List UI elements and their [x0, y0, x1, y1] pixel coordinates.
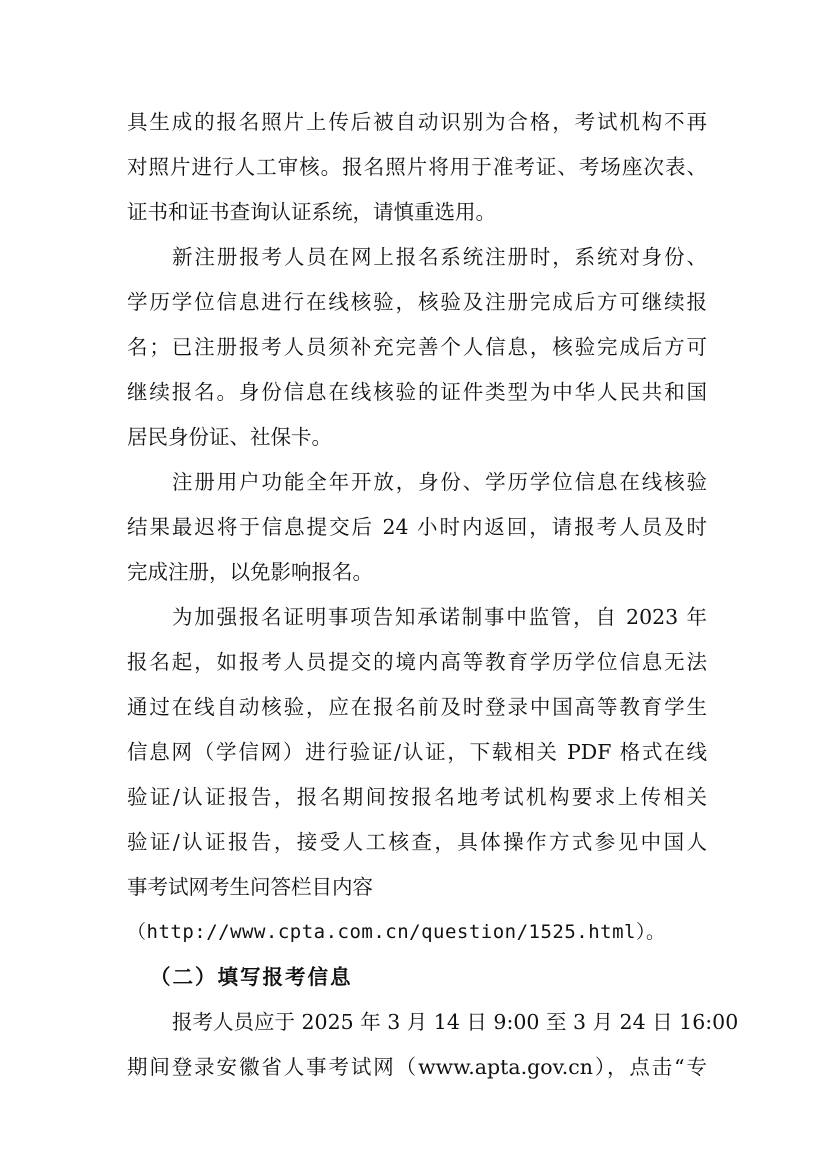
paragraph-line: 事考试网考生问答栏目内容 [127, 875, 373, 899]
paragraph-line: 居民身份证、社保卡。 [127, 425, 332, 449]
paragraph-line: 注册用户功能全年开放，身份、学历学位信息在线核验 [172, 470, 707, 494]
paragraph-line: 期间登录安徽省人事考试网（www.apta.gov.cn），点击“专 [127, 1055, 707, 1079]
paragraph-line: 结果最迟将于信息提交后 24 小时内返回，请报考人员及时 [127, 515, 707, 539]
paragraph-line: 具生成的报名照片上传后被自动识别为合格，考试机构不再 [127, 110, 707, 134]
paragraph-line: 报名起，如报考人员提交的境内高等教育学历学位信息无法 [127, 650, 707, 674]
paragraph-line: 通过在线自动核验，应在报名前及时登录中国高等教育学生 [127, 695, 707, 719]
section-heading: （二）填写报考信息 [150, 965, 353, 989]
paragraph-line: 验证/认证报告，报名期间按报名地考试机构要求上传相关 [127, 785, 707, 809]
paragraph-line: 对照片进行人工审核。报名照片将用于准考证、考场座次表、 [127, 155, 707, 179]
paragraph-line: 新注册报考人员在网上报名系统注册时，系统对身份、 [172, 245, 707, 269]
paragraph-line: 学历学位信息进行在线核验，核验及注册完成后方可继续报 [127, 290, 707, 314]
paragraph-line: 继续报名。身份信息在线核验的证件类型为中华人民共和国 [127, 380, 707, 404]
paragraph-line: 信息网（学信网）进行验证/认证，下载相关 PDF 格式在线 [127, 740, 707, 764]
paragraph-line: 名；已注册报考人员须补充完善个人信息，核验完成后方可 [127, 335, 707, 359]
paragraph-line: 为加强报名证明事项告知承诺制事中监管，自 2023 年 [172, 605, 707, 629]
paragraph-line: 报考人员应于 2025 年 3 月 14 日 9:00 至 3 月 24 日 16:00 [172, 1010, 739, 1034]
paragraph-line: 验证/认证报告，接受人工核查，具体操作方式参见中国人 [127, 830, 707, 854]
paragraph-line: 完成注册，以免影响报名。 [127, 560, 373, 584]
paragraph-line: 证书和证书查询认证系统，请慎重选用。 [127, 200, 496, 224]
url-reference: （http://www.cpta.com.cn/question/1525.html）。 [127, 921, 666, 943]
